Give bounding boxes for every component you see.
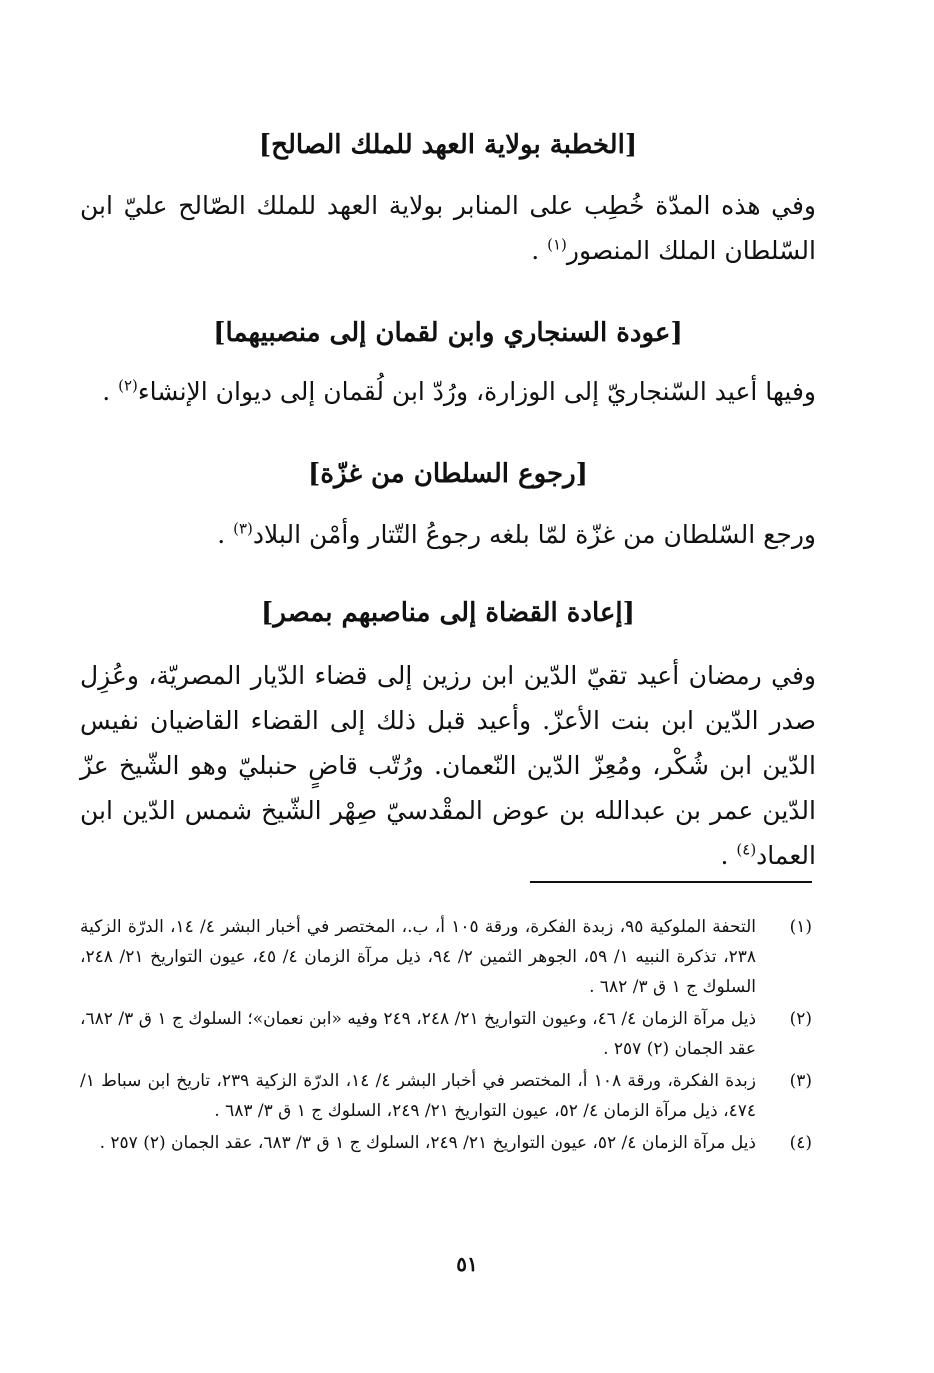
footnote-ref: (٤) — [736, 840, 757, 859]
footnotes — [80, 912, 812, 1160]
section-heading: [الخطبة بولاية العهد للملك الصالح] — [258, 130, 638, 160]
footnote — [80, 1128, 812, 1158]
section-paragraph — [80, 653, 816, 878]
footnote-text: ذيل مرآة الزمان ٤/ ٤٦، وعيون التواريخ ٢١/ ٢٤٨، ٢٤٩ وفيه «ابن نعمان»؛ السلوك ج ١ ق ٣/ ٦٨٢، عقد الجمان (٢) ٢٥٧ . — [80, 1009, 757, 1059]
footnote-number: (٢) — [789, 1009, 812, 1029]
paragraph-text: وفي رمضان أعيد تقيّ الدّين ابن رزين إلى قضاء الدّيار المصريّة، وعُزِل صدر الدّين ابن بنت الأعزّ. وأعيد قبل ذلك إلى القضاء القاضيان نفيس الدّين ابن شُكْر، ومُعِزّ الدّين النّعمان. ورُتّب قاضٍ حنبليّ وهو الشّيخ عزّ الدّين عمر بن عبدالله بن عوض المقْدسيّ صِهْر الشّيخ شمس الدّين ابن العماد — [80, 661, 816, 870]
paragraph-text: وفي هذه المدّة خُطِب على المنابر بولاية العهد للملك الصّالح عليّ ابن السّلطان الملك المنصور — [80, 191, 816, 265]
footnote — [80, 1004, 812, 1064]
footnote-text: زبدة الفكرة، ورقة ١٠٨ أ، المختصر في أخبار البشر ٤/ ١٤، الدرّة الزكية ٢٣٩، تاريخ ابن سباط ١/ ٤٧٤، ذيل مرآة الزمان ٤/ ٥٢، عيون التواريخ ٢١/ ٢٤٩، السلوك ج ١ ق ٣/ ٦٨٣ . — [80, 1071, 756, 1121]
footnote-ref: (١) — [547, 235, 567, 254]
footnote-ref: (٢) — [118, 376, 138, 395]
paragraph-text: وفيها أعيد السّنجاريّ إلى الوزارة، ورُدّ ابن لُقمان إلى ديوان الإنشاء — [137, 377, 816, 406]
section-heading: [رجوع السلطان من غزّة] — [308, 459, 588, 489]
footnote-divider — [530, 881, 812, 883]
footnote-number: (٣) — [789, 1071, 812, 1091]
section-paragraph — [80, 512, 816, 557]
section-heading: [إعادة القضاة إلى مناصبهم بمصر] — [261, 598, 635, 628]
paragraph-text: ورجع السّلطان من غزّة لمّا بلغه رجوعُ التّتار وأمْن البلاد — [252, 520, 816, 549]
paragraph-end: . — [531, 236, 548, 265]
section-paragraph — [80, 369, 816, 414]
paragraph-end: . — [720, 841, 737, 870]
section-paragraph — [80, 183, 816, 273]
main-text — [80, 115, 816, 878]
footnote-number: (٤) — [789, 1133, 812, 1153]
footnote-text: ذيل مرآة الزمان ٤/ ٥٢، عيون التواريخ ٢١/ ٢٤٩، السلوك ج ١ ق ٣/ ٦٨٣، عقد الجمان (٢) ٢٥٧ . — [99, 1133, 756, 1153]
page-number: ٥١ — [456, 1252, 478, 1276]
paragraph-end: . — [102, 377, 119, 406]
paragraph-end: . — [217, 520, 234, 549]
footnote — [80, 912, 812, 1002]
section-heading: [عودة السنجاري وابن لقمان إلى منصبيهما] — [213, 318, 683, 348]
footnote — [80, 1066, 812, 1126]
footnote-ref: (٣) — [233, 519, 253, 538]
footnote-text: التحفة الملوكية ٩٥، زبدة الفكرة، ورقة ١٠٥ أ، ب.، المختصر في أخبار البشر ٤/ ١٤، الدرّة الزكية ٢٣٨، تذكرة النبيه ١/ ٥٩، الجوهر الثمين ٢/ ٩٤، ذيل مرآة الزمان ٤/ ٤٥، عيون التواريخ ٢١/ ٢٤٨، السلوك ج ١ ق ٣/ ٦٨٢ . — [80, 917, 757, 997]
footnote-number: (١) — [789, 917, 812, 937]
